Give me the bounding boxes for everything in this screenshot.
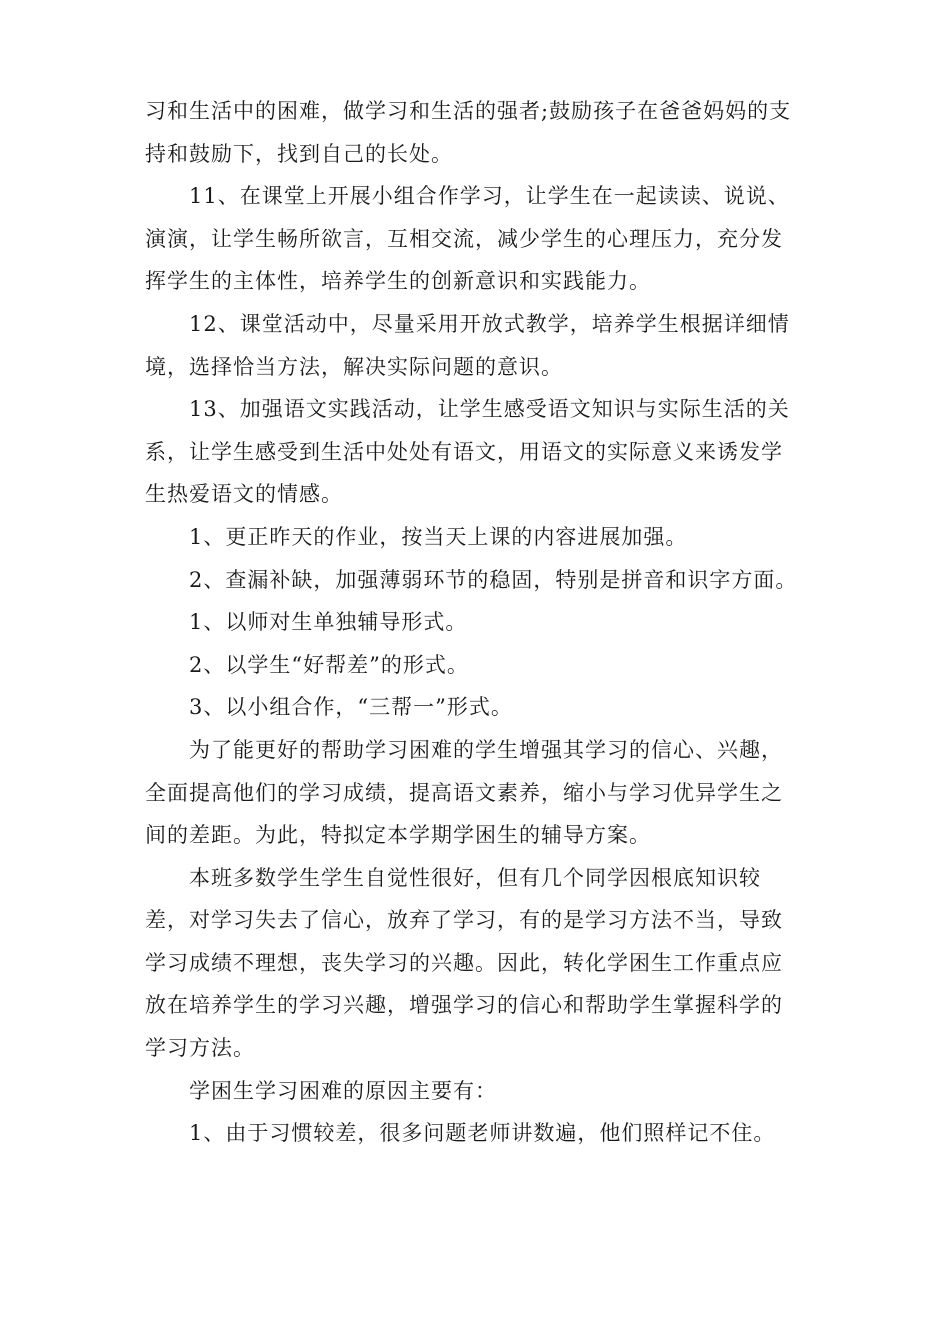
text-line: 3、以小组合作，“三帮一”形式。 (189, 695, 513, 720)
text-line: 学困生学习困难的原因主要有： (189, 1078, 497, 1103)
text-line: 11、在课堂上开展小组合作学习，让学生在一起读读、说说、 (189, 184, 790, 209)
text-line: 生热爱语文的情感。 (145, 482, 343, 507)
text-line: 2、以学生“好帮差”的形式。 (189, 652, 469, 677)
text-line: 境，选择恰当方法，解决实际问题的意识。 (145, 354, 563, 379)
text-line: 为了能更好的帮助学习困难的学生增强其学习的信心、兴趣， (189, 737, 783, 762)
text-line: 系，让学生感受到生活中处处有语文，用语文的实际意义来诱发学 (145, 439, 783, 464)
text-line: 1、以师对生单独辅导形式。 (189, 610, 468, 635)
text-line: 间的差距。为此，特拟定本学期学困生的辅导方案。 (145, 823, 651, 848)
text-line: 12、课堂活动中，尽量采用开放式教学，培养学生根据详细情 (189, 311, 790, 336)
text-line: 持和鼓励下，找到自己的长处。 (145, 141, 453, 166)
text-line: 差，对学习失去了信心，放弃了学习，有的是学习方法不当，导致 (145, 908, 783, 933)
text-line: 本班多数学生学生自觉性很好，但有几个同学因根底知识较 (189, 865, 761, 890)
text-line: 学习方法。 (145, 1036, 255, 1061)
text-line: 演演，让学生畅所欲言，互相交流，减少学生的心理压力，充分发 (145, 226, 783, 251)
text-line: 全面提高他们的学习成绩，提高语文素养，缩小与学习优异学生之 (145, 780, 783, 805)
text-line: 学习成绩不理想，丧失学习的兴趣。因此，转化学困生工作重点应 (145, 950, 783, 975)
text-line: 习和生活中的困难，做学习和生活的强者;鼓励孩子在爸爸妈妈的支 (145, 99, 792, 123)
text-line: 1、更正昨天的作业，按当天上课的内容进展加强。 (189, 524, 688, 549)
document-body (145, 90, 805, 1155)
text-line: 13、加强语文实践活动，让学生感受语文知识与实际生活的关 (189, 397, 790, 422)
text-line: 挥学生的主体性，培养学生的创新意识和实践能力。 (145, 269, 651, 294)
text-line: 1、由于习惯较差，很多问题老师讲数遍，他们照样记不住。 (189, 1121, 776, 1146)
text-line: 放在培养学生的学习兴趣，增强学习的信心和帮助学生掌握科学的 (145, 993, 783, 1018)
text-line: 2、查漏补缺，加强薄弱环节的稳固，特别是拼音和识字方面。 (189, 567, 798, 592)
